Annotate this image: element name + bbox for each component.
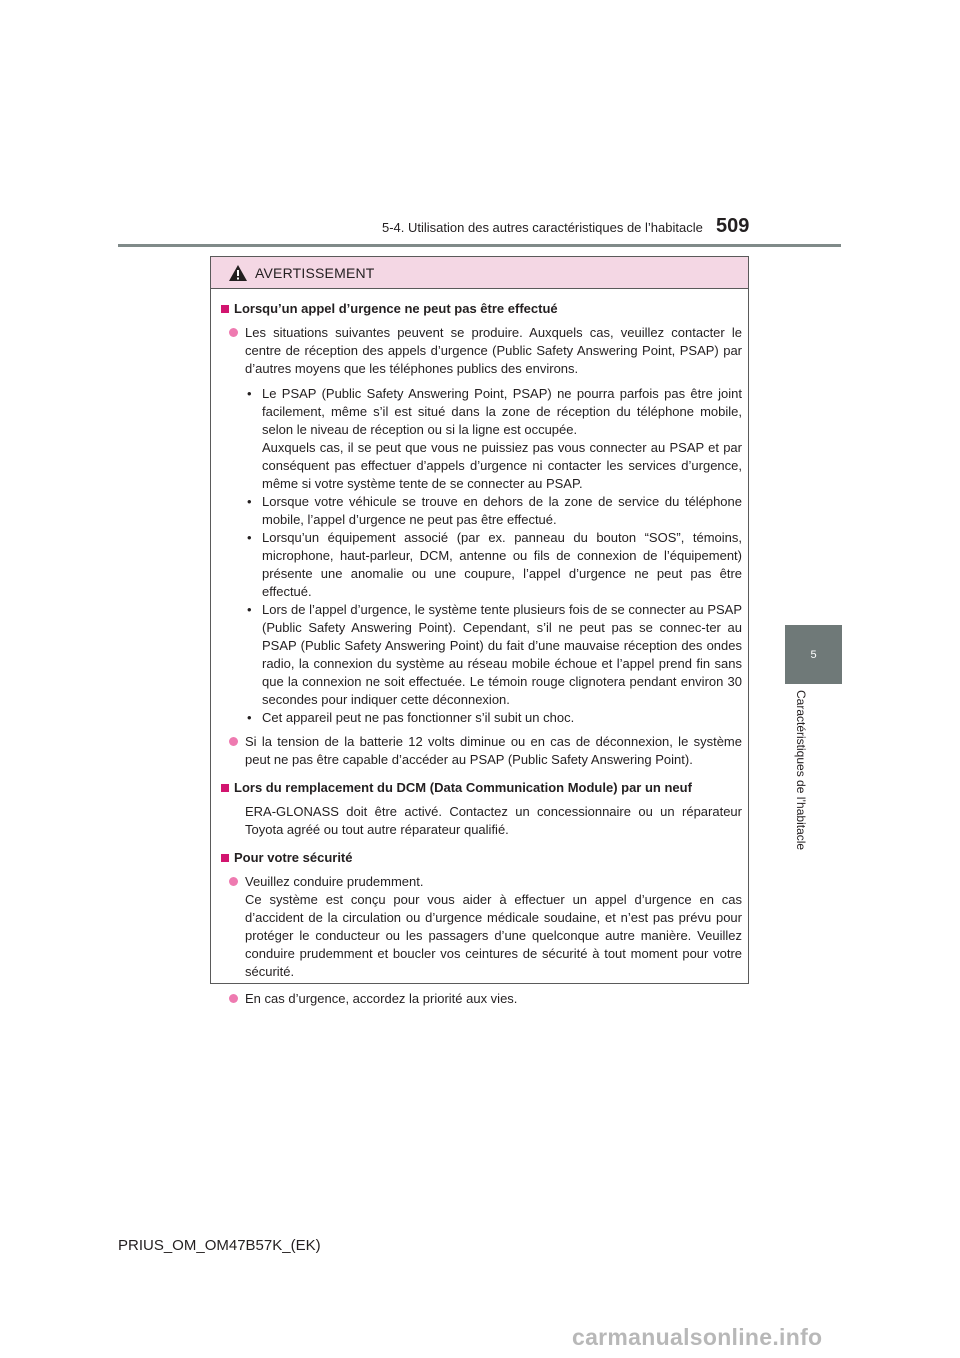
list-item: • Cet appareil peut ne pas fonctionner s’il subit un choc. bbox=[247, 710, 575, 725]
circle-bullet-icon bbox=[229, 994, 238, 1003]
watermark: carmanualsonline.info bbox=[572, 1324, 823, 1350]
square-bullet-icon bbox=[221, 854, 229, 862]
document-code: PRIUS_OM_OM47B57K_(EK) bbox=[118, 1237, 321, 1254]
chapter-tab bbox=[785, 625, 842, 684]
section-heading: Pour votre sécurité bbox=[221, 849, 742, 867]
square-bullet-icon bbox=[221, 784, 229, 792]
square-bullet-icon bbox=[221, 305, 229, 313]
circle-bullet-icon bbox=[229, 877, 238, 886]
warning-triangle-icon bbox=[228, 264, 248, 282]
sub-list bbox=[245, 385, 742, 727]
warning-title: AVERTISSEMENT bbox=[255, 264, 375, 281]
section-title: 5-4. Utilisation des autres caractéristiques de l’habitacle bbox=[382, 220, 703, 235]
header-rule bbox=[118, 244, 841, 247]
page-number: 509 bbox=[716, 215, 750, 237]
circle-bullet-icon bbox=[229, 737, 238, 746]
warning-body bbox=[211, 289, 748, 1008]
bullet-item: Si la tension de la batterie 12 volts diminue ou en cas de déconnexion, le système peut ne pas être capable d’accéder au PSAP (Public Safety Answering Point). bbox=[221, 733, 742, 769]
chapter-title: Caractéristiques de l’habitacle bbox=[794, 690, 808, 851]
bullet-item: Les situations suivantes peuvent se produire. Auxquels cas, veuillez contacter le centre de réception des appels d’urgence (Public Safety Answering Point, PSAP) par d’autres moyens que les téléphones publics des environs. bbox=[221, 324, 742, 378]
bullet-item: En cas d’urgence, accordez la priorité aux vies. bbox=[221, 990, 742, 1008]
bullet-item: Veuillez conduire prudemment. Ce système est conçu pour vous aider à effectuer un appel d’urgence en cas d’accident de la circulation ou d’urgence médicale soudaine, et n’est pas prévu pour protéger le conducteur ou les passagers d’une quelconque autre manière. Veuillez conduire prudemment et boucler vos ceintures de sécurité à tout moment pour votre sécurité. bbox=[221, 873, 742, 981]
chapter-number: 5 bbox=[810, 648, 817, 661]
section-heading: Lors du remplacement du DCM (Data Communication Module) par un neuf bbox=[221, 779, 742, 797]
list-item: • Lors de l’appel d’urgence, le système tente plusieurs fois de se connecter au PSAP (Public Safety Answering Point). Cependant, s’il ne peut pas se connec-ter au PSAP (Public Safety Answering Point) du fait d’une mauvaise réception des ondes radio, la connexion du système au réseau mobile échoue et l’appel prend fin sans que la connexion ne soit effectuée. Le témoin rouge clignotera pendant environ 30 secondes pour indiquer cette déconnexion. bbox=[247, 602, 742, 707]
paragraph: ERA-GLONASS doit être activé. Contactez un concessionnaire ou un réparateur Toyota agréé ou tout autre réparateur qualifié. bbox=[245, 804, 742, 837]
warning-header bbox=[211, 257, 748, 289]
warning-box bbox=[210, 256, 749, 1006]
list-item: • Lorsqu’un équipement associé (par ex. panneau du bouton “SOS”, témoins, microphone, haut-parleur, DCM, antenne ou fils de connexion de l’équipement) présente une anomalie ou une coupure, l’appel d’urgence ne peut pas être effectué. bbox=[247, 530, 742, 599]
list-item: • Le PSAP (Public Safety Answering Point, PSAP) ne pourra parfois pas être joint facilement, même s’il est situé dans la zone de réception du téléphone mobile, selon le niveau de réception ou si la ligne est occupée. Auxquels cas, il se peut que vous ne puissiez pas vous connecter au PSAP et par conséquent pas effectuer d’appels d’urgence ni contacter les services d’urgence, même si votre système tente de se connecter au PSAP. bbox=[247, 386, 742, 491]
section-heading: Lorsqu’un appel d’urgence ne peut pas être effectué bbox=[221, 300, 742, 318]
circle-bullet-icon bbox=[229, 328, 238, 337]
list-item: • Lorsque votre véhicule se trouve en dehors de la zone de service du téléphone mobile, l’appel d’urgence ne peut pas être effectué. bbox=[247, 494, 742, 527]
